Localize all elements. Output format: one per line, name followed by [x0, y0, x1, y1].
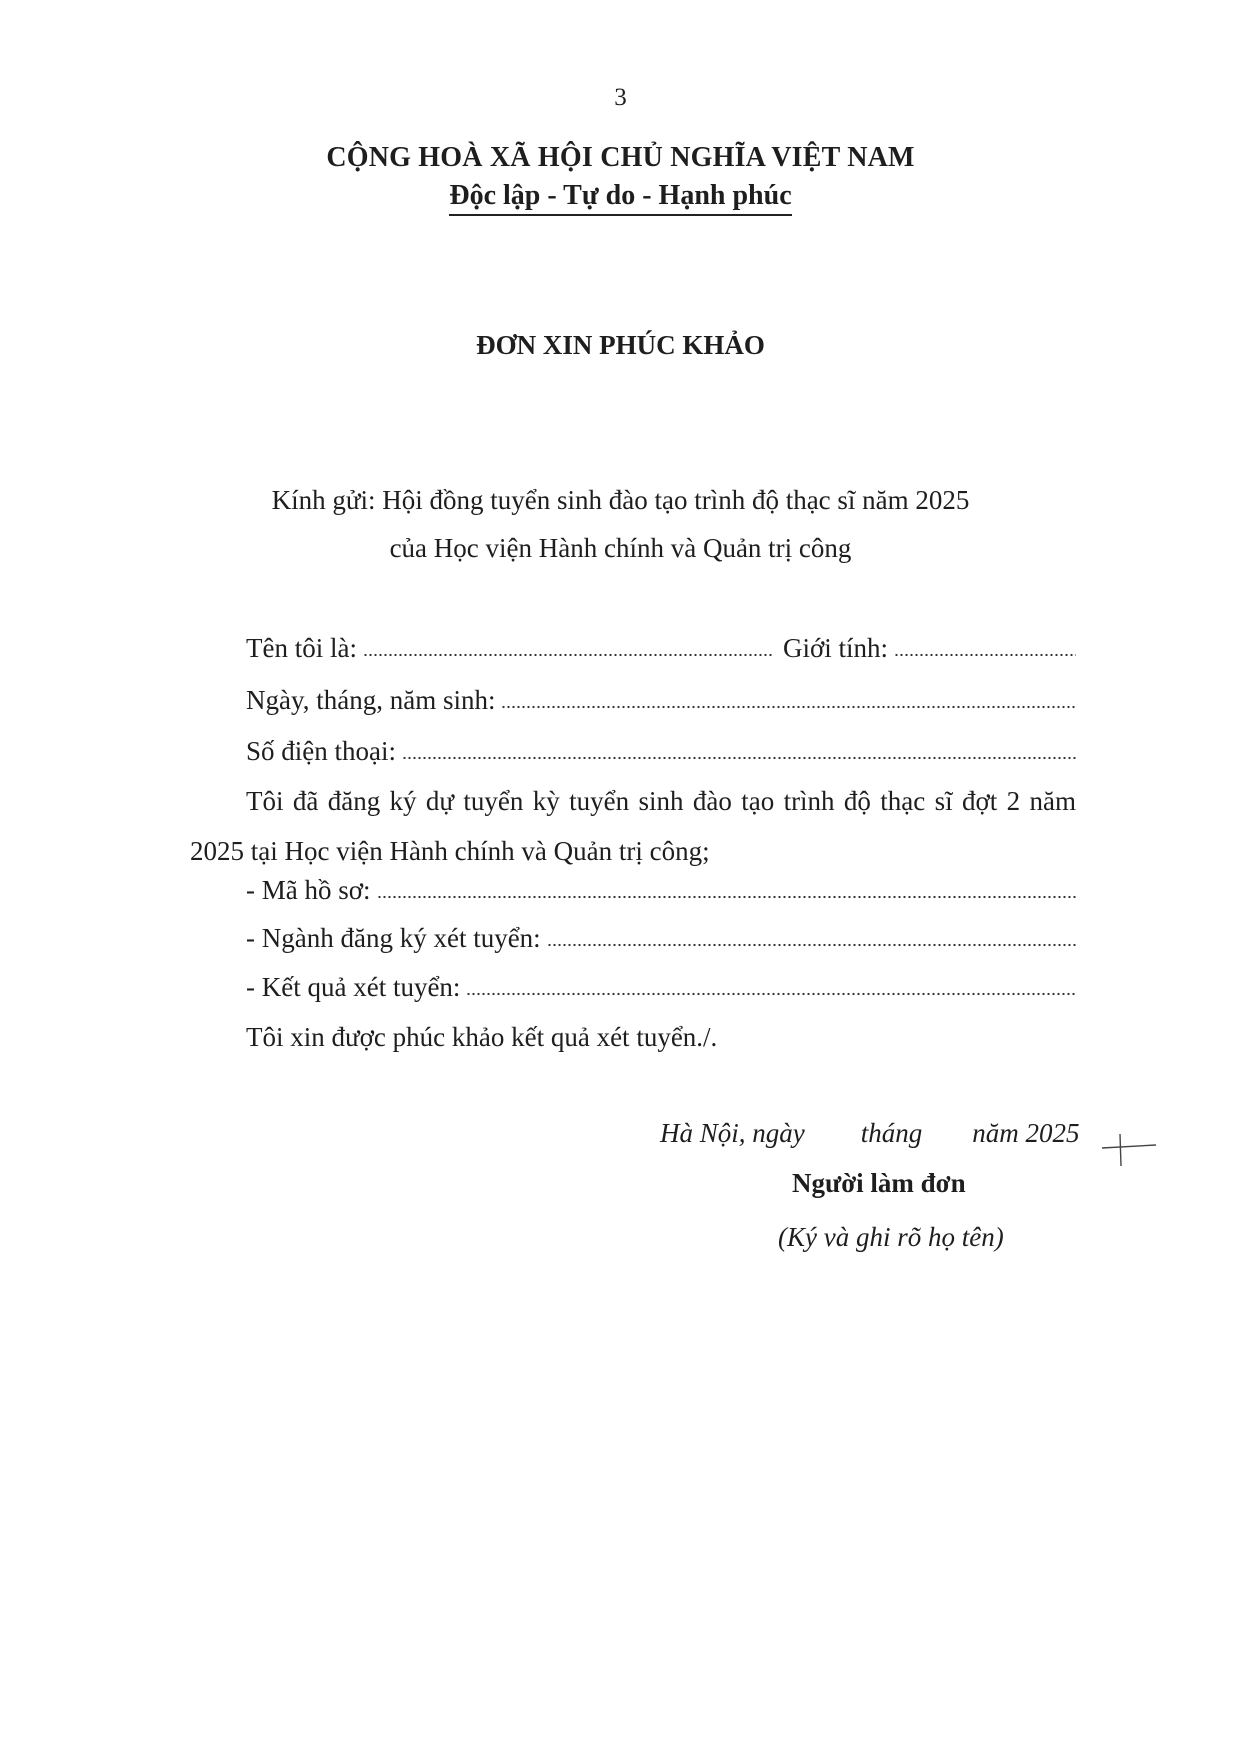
date-place: Hà Nội, ngày: [660, 1118, 805, 1148]
pen-cross-mark-icon: [1100, 1128, 1160, 1168]
motto-wrapper: [0, 180, 1241, 216]
addressee-line-2: của Học viện Hành chính và Quản trị công: [389, 533, 852, 563]
dob-label: Ngày, tháng, năm sinh:: [246, 685, 496, 715]
review-request: Tôi xin được phúc khảo kết quả xét tuyển./.: [246, 1022, 718, 1052]
document-title: ĐƠN XIN PHÚC KHẢO: [476, 330, 765, 360]
major-fill-line[interactable]: [547, 942, 1076, 948]
gender-label: Giới tính:: [782, 633, 889, 663]
name-fill-line[interactable]: [363, 652, 773, 658]
name-label: Tên tôi là:: [246, 633, 357, 663]
nation-heading: CỘNG HOÀ XÃ HỘI CHỦ NGHĨA VIỆT NAM: [326, 142, 915, 173]
date-year: năm 2025: [972, 1118, 1080, 1148]
signature-note: (Ký và ghi rõ họ tên): [778, 1222, 1004, 1252]
phone-row: [246, 734, 1076, 768]
registration-statement: Tôi đã đăng ký dự tuyển kỳ tuyển sinh đào tạo trình độ thạc sĩ đợt 2 năm 2025 tại Học viện Hành chính và Quản trị công;: [190, 786, 1076, 866]
national-motto: Độc lập - Tự do - Hạnh phúc: [449, 180, 791, 216]
phone-label: Số điện thoại:: [246, 736, 396, 766]
result-fill-line[interactable]: [466, 991, 1076, 997]
dob-row: [246, 683, 1076, 717]
gender-fill-line[interactable]: [894, 652, 1076, 658]
major-label: - Ngành đăng ký xét tuyển:: [246, 923, 541, 953]
result-label: - Kết quả xét tuyển:: [246, 972, 461, 1002]
result-row: [246, 970, 1076, 1004]
signature-date-line: [660, 1118, 1080, 1149]
file-code-row: [246, 873, 1076, 907]
addressee-line-1: Kính gửi: Hội đồng tuyển sinh đào tạo trình độ thạc sĩ năm 2025: [271, 485, 970, 515]
applicant-label: Người làm đơn: [792, 1168, 966, 1198]
file-code-fill-line[interactable]: [377, 894, 1076, 900]
phone-fill-line[interactable]: [402, 755, 1076, 761]
major-row: [246, 921, 1076, 955]
file-code-label: - Mã hồ sơ:: [246, 875, 371, 905]
name-gender-row: [246, 631, 1076, 665]
page-number: 3: [614, 84, 627, 111]
date-month: tháng: [860, 1118, 923, 1148]
dob-fill-line[interactable]: [501, 704, 1076, 710]
